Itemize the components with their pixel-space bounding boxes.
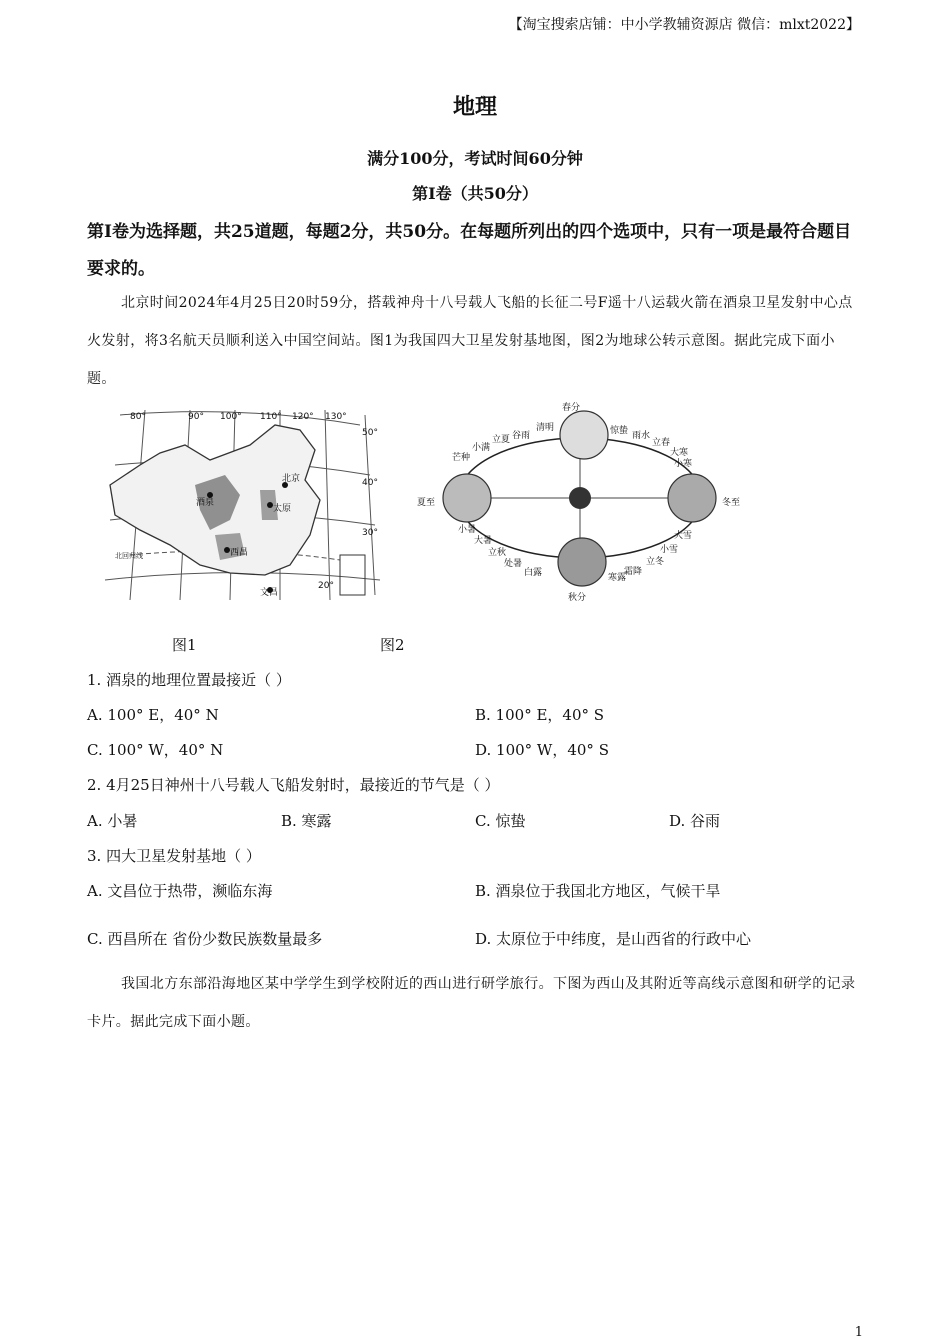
lon-label: 130° <box>325 412 347 422</box>
passage-1: 北京时间2024年4月25日20时59分，搭载神舟十八号载人飞船的长征二号F遥十八运载火箭在酒泉卫星发射中心点火发射，将3名航天员顺利送入中国空间站。图1为我国四大卫星发射基地图，图2为地球公转示意图。据此完成下面小题。 <box>87 295 853 387</box>
place-label: 北京 <box>282 474 301 484</box>
place-label: 酒泉 <box>196 498 215 508</box>
solar-term-label: 小寒 <box>674 459 693 469</box>
option-2d: D. 谷雨 <box>669 812 721 830</box>
figure2-earth-orbit <box>412 400 752 610</box>
solar-term-label: 大暑 <box>474 536 493 546</box>
option-3d: D. 太原位于中纬度，是山西省的行政中心 <box>475 930 752 948</box>
sun-icon <box>569 487 591 509</box>
earth-summer-icon <box>443 474 491 522</box>
solar-term-label: 立秋 <box>488 548 507 558</box>
solar-term-label: 处暑 <box>504 559 523 569</box>
solar-term-label: 清明 <box>536 423 555 433</box>
option-1c: C. 100° W，40° N <box>87 741 224 759</box>
page-header: 【淘宝搜索店铺：中小学教辅资源店 微信：mlxt2022】 <box>508 17 860 33</box>
option-1b: B. 100° E，40° S <box>475 706 605 724</box>
solar-term-label: 芒种 <box>452 453 471 463</box>
lon-label: 90° <box>188 412 204 422</box>
lon-label: 110° <box>260 412 282 422</box>
option-2b: B. 寒露 <box>281 812 332 830</box>
figure2-caption: 图2 <box>380 636 405 654</box>
tropic-label: 北回归线 <box>115 552 143 560</box>
lon-label: 120° <box>292 412 314 422</box>
question-3-stem: 3. 四大卫星发射基地（ ） <box>87 847 261 865</box>
lon-label: 80° <box>130 412 146 422</box>
solar-term-label: 大雪 <box>674 531 693 541</box>
earth-spring-icon <box>560 411 608 459</box>
figure1-china-map <box>100 405 390 605</box>
solar-term-label: 雨水 <box>632 431 651 441</box>
page-number: 1 <box>854 1325 863 1340</box>
solar-term-label: 立春 <box>652 438 671 448</box>
option-2c: C. 惊蛰 <box>475 812 526 830</box>
option-1d: D. 100° W，40° S <box>475 741 609 759</box>
question-1-stem: 1. 酒泉的地理位置最接近（ ） <box>87 671 291 689</box>
solar-term-label: 小暑 <box>458 525 477 535</box>
solar-term-label: 白露 <box>524 568 543 578</box>
place-label: 文昌 <box>260 588 279 598</box>
place-label: 太原 <box>273 504 292 514</box>
passage-2: 我国北方东部沿海地区某中学学生到学校附近的西山进行研学旅行。下图为西山及其附近等高线示意图和研学的记录卡片。据此完成下面小题。 <box>87 976 856 1030</box>
lat-label: 30° <box>362 528 378 538</box>
solar-term-label: 夏至 <box>417 498 436 508</box>
section-title: 第Ⅰ卷（共50分） <box>412 184 538 203</box>
solar-term-label: 寒露 <box>608 573 627 583</box>
solar-term-label: 小雪 <box>660 545 679 555</box>
lat-label: 20° <box>318 581 334 591</box>
solar-term-label: 立冬 <box>646 557 665 567</box>
option-2a: A. 小暑 <box>87 812 138 830</box>
solar-term-label: 小满 <box>472 443 491 453</box>
option-3b: B. 酒泉位于我国北方地区，气候干旱 <box>475 882 721 900</box>
solar-term-label: 霜降 <box>624 567 643 577</box>
place-label: 西昌 <box>230 548 249 558</box>
lat-label: 50° <box>362 428 378 438</box>
option-3a: A. 文昌位于热带，濒临东海 <box>87 882 273 900</box>
solar-term-label: 惊蛰 <box>610 426 629 436</box>
section-instruction: 第Ⅰ卷为选择题，共25道题，每题2分，共50分。在每题所列出的四个选项中，只有一项是最符合题目要求的。 <box>87 222 852 279</box>
figure1-caption: 图1 <box>172 636 197 654</box>
lon-label: 100° <box>220 412 242 422</box>
solar-term-label: 立夏 <box>492 435 511 445</box>
solar-term-label: 春分 <box>562 403 581 413</box>
lat-label: 40° <box>362 478 378 488</box>
exam-info: 满分100分，考试时间60分钟 <box>367 149 583 168</box>
solar-term-label: 秋分 <box>568 593 587 603</box>
earth-autumn-icon <box>558 538 606 586</box>
option-3c: C. 西昌所在 省份少数民族数量最多 <box>87 930 323 948</box>
question-2-stem: 2. 4月25日神州十八号载人飞船发射时，最接近的节气是（ ） <box>87 776 500 794</box>
solar-term-label: 大寒 <box>670 448 689 458</box>
option-1a: A. 100° E，40° N <box>87 706 219 724</box>
solar-term-label: 冬至 <box>722 498 741 508</box>
page-title: 地理 <box>452 94 497 120</box>
solar-term-label: 谷雨 <box>512 431 531 441</box>
earth-winter-icon <box>668 474 716 522</box>
